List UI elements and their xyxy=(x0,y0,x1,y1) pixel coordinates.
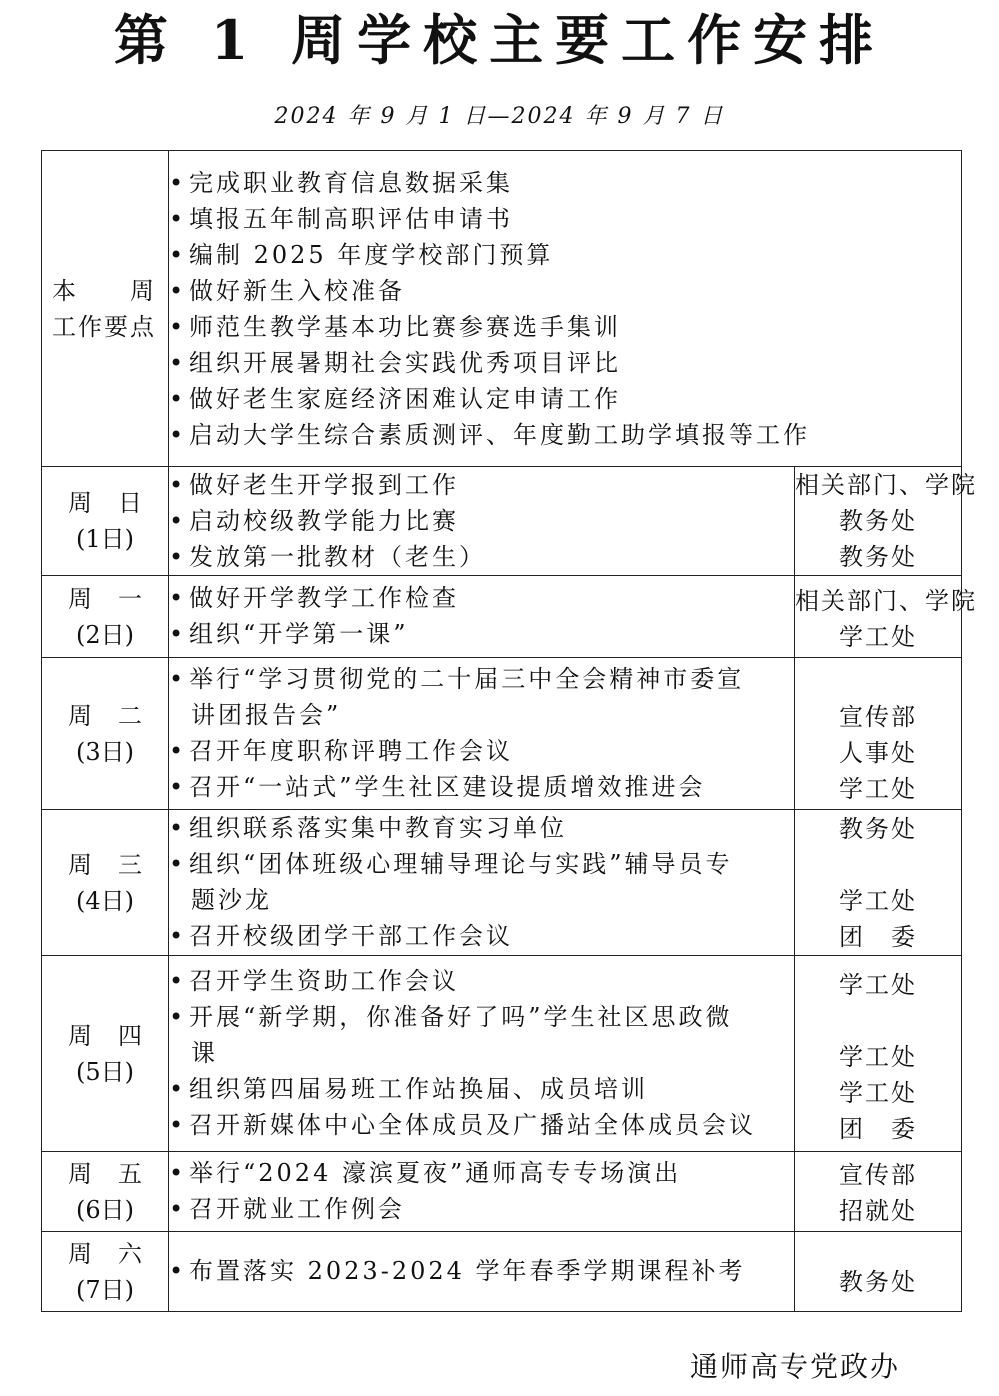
dept-cell xyxy=(795,576,977,658)
dept-spacer xyxy=(795,663,961,699)
bullet-icon: • xyxy=(169,665,184,693)
summary-item xyxy=(169,165,961,201)
day-date: (1日) xyxy=(76,525,134,553)
summary-item-text: 做好新生入校准备 xyxy=(189,276,405,305)
summary-row xyxy=(42,151,962,467)
day-name: 周一 xyxy=(68,584,168,613)
task-item xyxy=(169,963,794,999)
day-items-cell xyxy=(169,956,795,1152)
task-text: 开展“新学期，你准备好了吗”学生社区思政微 xyxy=(189,1003,733,1031)
task-text: 召开“一站式”学生社区建设提质增效推进会 xyxy=(189,773,706,801)
bullet-icon: • xyxy=(169,1111,184,1139)
bullet-icon: • xyxy=(169,584,184,612)
day-date: (5日) xyxy=(76,1057,134,1086)
bullet-icon: • xyxy=(169,1195,184,1223)
task-text: 发放第一批教材（老生） xyxy=(189,543,486,571)
day-name: 周四 xyxy=(68,1021,168,1050)
task-text: 布置落实 2023-2024 学年春季学期课程补考 xyxy=(189,1257,746,1285)
day-date: (3日) xyxy=(76,737,134,766)
task-text: 组织“开学第一课” xyxy=(189,620,409,648)
day-label-cell xyxy=(42,1152,169,1232)
day-date: (6日) xyxy=(76,1195,134,1224)
bullet-icon: • xyxy=(169,240,184,269)
day-label-cell xyxy=(42,467,169,576)
bullet-icon: • xyxy=(169,471,184,499)
day-name: 周五 xyxy=(68,1159,168,1188)
dept-label: 教务处 xyxy=(839,507,917,535)
dept-label: 学工处 xyxy=(839,1043,917,1071)
day-label-cell xyxy=(42,956,169,1152)
dept-label: 团 委 xyxy=(839,922,917,951)
dept-label: 学工处 xyxy=(839,775,917,803)
dept-label: 学工处 xyxy=(839,1079,917,1107)
summary-item xyxy=(169,273,961,309)
task-text: 召开新媒体中心全体成员及广播站全体成员会议 xyxy=(189,1111,756,1139)
task-item xyxy=(169,733,794,769)
schedule-body xyxy=(42,151,977,1312)
bullet-icon: • xyxy=(169,620,184,648)
day-date: (2日) xyxy=(76,620,134,649)
signature: 通师高专党政办 xyxy=(690,1350,901,1383)
task-item xyxy=(169,661,794,697)
bullet-icon: • xyxy=(169,1159,184,1187)
task-text: 召开就业工作例会 xyxy=(189,1195,405,1223)
summary-item-text: 师范生教学基本功比赛参赛选手集训 xyxy=(189,312,621,341)
task-item xyxy=(169,882,794,918)
dept-spacer xyxy=(795,847,961,883)
bullet-icon: • xyxy=(169,543,184,571)
task-item xyxy=(169,810,794,846)
bullet-icon: • xyxy=(169,967,184,995)
dept-label: 宣传部 xyxy=(839,703,917,731)
summary-item-text: 启动大学生综合素质测评、年度勤工助学填报等工作 xyxy=(189,420,810,449)
day-date: (7日) xyxy=(76,1275,134,1304)
dept-label: 教务处 xyxy=(839,814,917,843)
dept-label: 学工处 xyxy=(839,622,917,651)
dept-label: 学工处 xyxy=(839,886,917,915)
bullet-icon: • xyxy=(169,850,184,878)
day-date: (4日) xyxy=(76,886,134,915)
bullet-icon: • xyxy=(169,348,184,377)
task-item xyxy=(169,1253,794,1289)
bullet-icon: • xyxy=(169,1075,184,1103)
bullet-icon: • xyxy=(169,814,184,842)
dept-cell xyxy=(795,467,977,576)
dept-label: 招就处 xyxy=(839,1197,917,1225)
dept-label: 学工处 xyxy=(839,971,917,999)
task-text: 题沙龙 xyxy=(191,886,272,914)
task-text: 课 xyxy=(191,1039,218,1067)
day-items-cell xyxy=(169,1232,795,1312)
dept-label: 相关部门、学院 xyxy=(795,471,977,499)
summary-item xyxy=(169,309,961,345)
day-label-cell xyxy=(42,1232,169,1312)
day-label-cell xyxy=(42,810,169,956)
day-items-cell xyxy=(169,576,795,658)
task-item xyxy=(169,918,794,954)
task-text: 召开校级团学干部工作会议 xyxy=(189,922,513,950)
summary-item-text: 完成职业教育信息数据采集 xyxy=(189,168,513,197)
dept-cell xyxy=(795,810,962,956)
day-items-cell xyxy=(169,467,795,576)
bullet-icon: • xyxy=(169,1257,184,1285)
dept-label: 教务处 xyxy=(839,1268,917,1296)
day-label-cell xyxy=(42,658,169,810)
task-item xyxy=(169,999,794,1035)
bullet-icon: • xyxy=(169,276,184,305)
bullet-icon: • xyxy=(169,922,184,950)
task-text: 组织第四届易班工作站换届、成员培训 xyxy=(189,1075,648,1103)
summary-item xyxy=(169,201,961,237)
day-row xyxy=(42,467,962,576)
bullet-icon: • xyxy=(169,420,184,449)
dept-label: 团 委 xyxy=(839,1115,917,1143)
day-row xyxy=(42,1232,962,1312)
day-items-cell xyxy=(169,810,795,956)
task-item xyxy=(169,1155,794,1191)
day-items-cell xyxy=(169,1152,795,1232)
task-text: 组织联系落实集中教育实习单位 xyxy=(189,814,567,842)
dept-cell xyxy=(795,1152,962,1232)
day-row xyxy=(42,658,962,810)
bullet-icon: • xyxy=(169,168,184,197)
dept-label: 教务处 xyxy=(839,543,917,571)
day-row xyxy=(42,810,962,956)
summary-item xyxy=(169,237,961,273)
task-item xyxy=(169,580,794,616)
bullet-icon: • xyxy=(169,312,184,341)
task-item xyxy=(169,1071,794,1107)
task-text: 组织“团体班级心理辅导理论与实践”辅导员专 xyxy=(189,850,733,878)
dept-cell xyxy=(795,956,962,1152)
task-item xyxy=(169,467,794,503)
dept-label: 相关部门、学院 xyxy=(795,586,977,615)
task-item xyxy=(169,769,794,805)
dept-cell xyxy=(795,1232,962,1312)
bullet-icon: • xyxy=(169,507,184,535)
summary-label-cell xyxy=(42,151,169,467)
summary-item-text: 填报五年制高职评估申请书 xyxy=(189,204,513,233)
dept-cell xyxy=(795,658,962,810)
day-name: 周二 xyxy=(68,701,168,730)
summary-item-text: 编制 2025 年度学校部门预算 xyxy=(189,240,554,269)
task-text: 召开年度职称评聘工作会议 xyxy=(189,737,513,765)
task-item xyxy=(169,846,794,882)
summary-item-text: 组织开展暑期社会实践优秀项目评比 xyxy=(189,348,621,377)
task-item xyxy=(169,616,794,652)
task-text: 举行“学习贯彻党的二十届三中全会精神市委宣 xyxy=(189,665,745,693)
task-text: 讲团报告会” xyxy=(191,701,342,729)
page-title: 第 1 周学校主要工作安排 xyxy=(113,8,886,72)
task-item xyxy=(169,1107,794,1143)
day-items-cell xyxy=(169,658,795,810)
task-item xyxy=(169,539,794,575)
summary-label-line2: 工作要点 xyxy=(52,312,156,341)
task-text: 做好开学教学工作检查 xyxy=(189,584,459,612)
task-item xyxy=(169,697,794,733)
task-item xyxy=(169,1035,794,1071)
day-row xyxy=(42,576,962,658)
bullet-icon: • xyxy=(169,773,184,801)
dept-spacer xyxy=(795,1003,961,1039)
summary-item xyxy=(169,417,961,453)
summary-item-text: 做好老生家庭经济困难认定申请工作 xyxy=(189,384,621,413)
bullet-icon: • xyxy=(169,1003,184,1031)
day-row xyxy=(42,1152,962,1232)
summary-items-cell xyxy=(169,151,962,467)
day-name: 周六 xyxy=(68,1239,168,1268)
bullet-icon: • xyxy=(169,737,184,765)
bullet-icon: • xyxy=(169,384,184,413)
day-row xyxy=(42,956,962,1152)
dept-label: 人事处 xyxy=(839,739,917,767)
task-text: 启动校级教学能力比赛 xyxy=(189,507,459,535)
task-text: 举行“2024 濠滨夏夜”通师高专专场演出 xyxy=(189,1159,682,1187)
day-name: 周日 xyxy=(68,489,168,517)
summary-label-line1: 本 周 xyxy=(52,276,156,305)
schedule-table xyxy=(41,150,977,1312)
summary-item xyxy=(169,381,961,417)
task-text: 召开学生资助工作会议 xyxy=(189,967,459,995)
summary-item xyxy=(169,345,961,381)
task-text: 做好老生开学报到工作 xyxy=(189,471,459,499)
day-name: 周三 xyxy=(68,850,168,879)
task-item xyxy=(169,1191,794,1227)
dept-label: 宣传部 xyxy=(839,1161,917,1189)
date-range: 2024 年 9 月 1 日—2024 年 9 月 7 日 xyxy=(274,104,725,129)
day-label-cell xyxy=(42,576,169,658)
bullet-icon: • xyxy=(169,204,184,233)
task-item xyxy=(169,503,794,539)
